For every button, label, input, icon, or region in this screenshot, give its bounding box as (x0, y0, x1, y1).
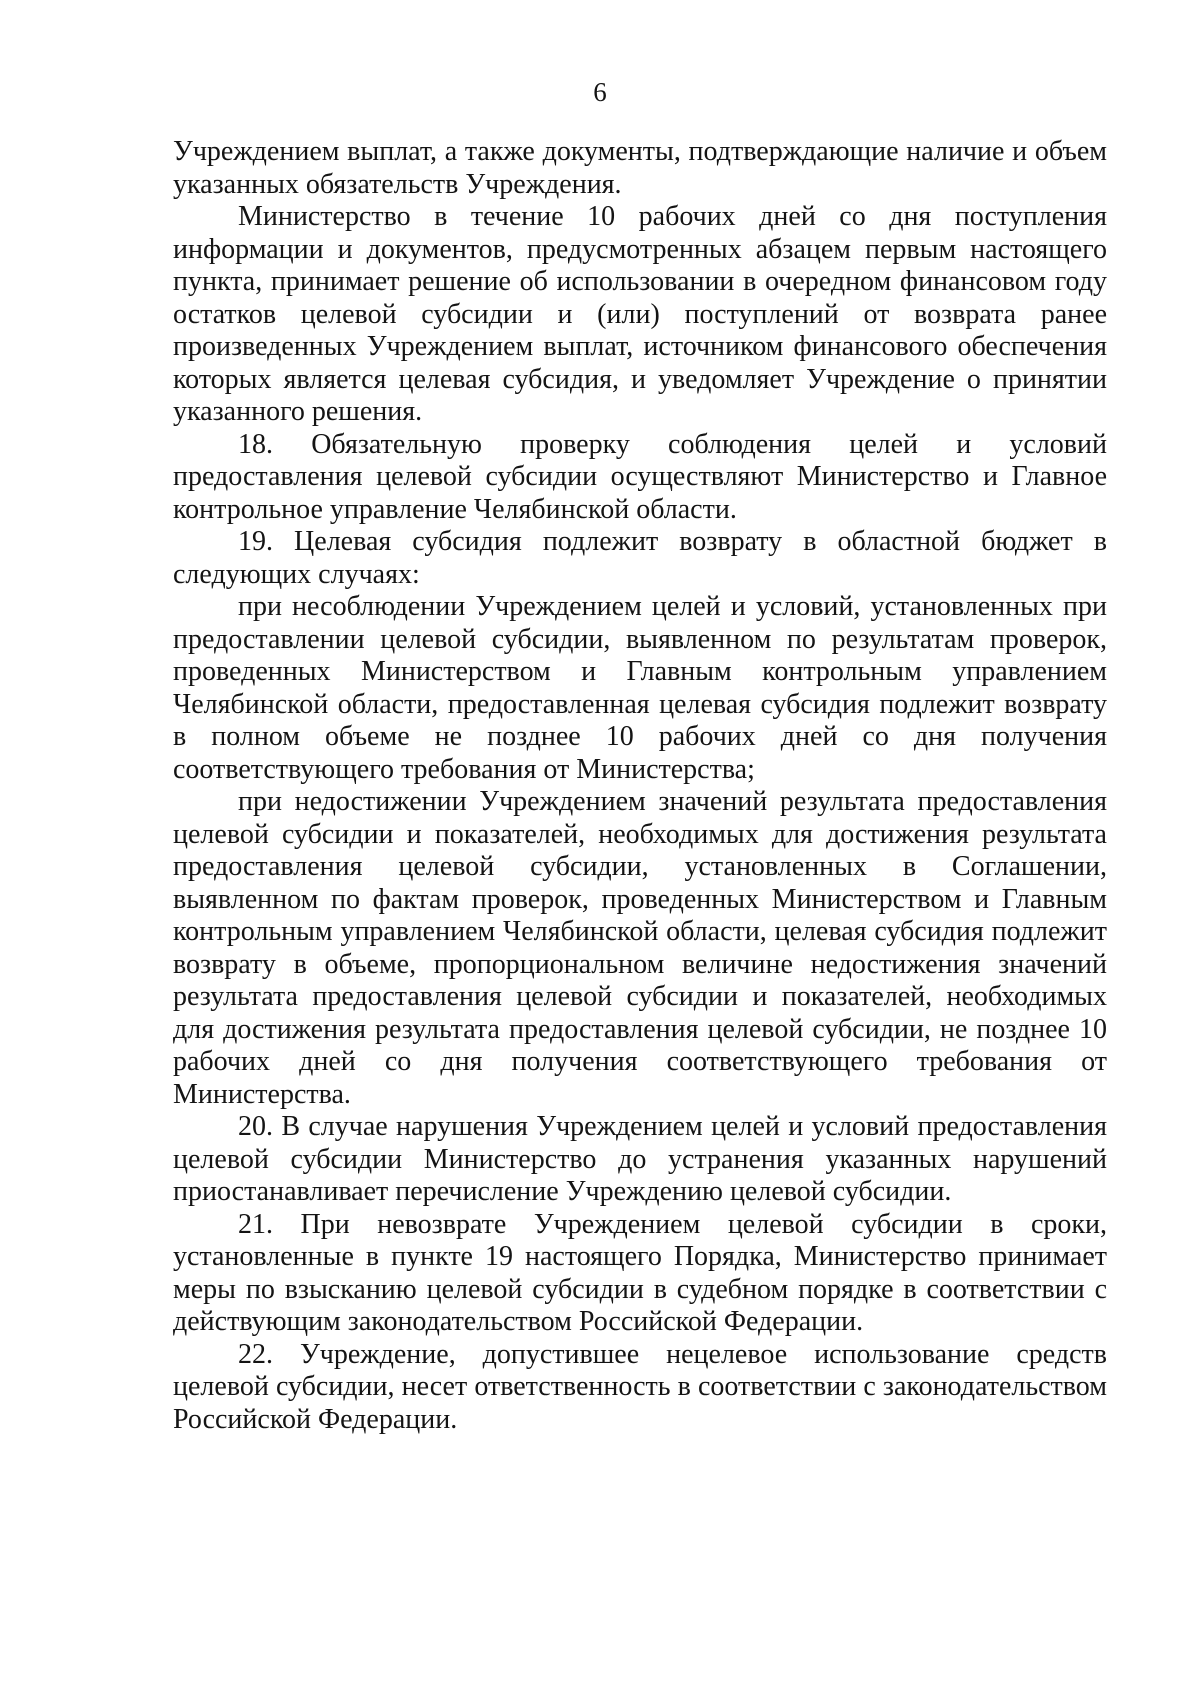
paragraph-item-19-case-1: при несоблюдении Учреждением целей и условий, установленных при предоставлении целевой субсидии, выявленном по результатам проверок, проведенных Министерством и Главным контрольным управлением Челябинской области, предоставленная целевая субсидия подлежит возврату в полном объеме не позднее 10 рабочих дней со дня получения соответствующего требования от Министерства; (173, 591, 1107, 785)
paragraph-item-20: 20. В случае нарушения Учреждением целей и условий предоставления целевой субсидии Министерство до устранения указанных нарушений приостанавливает перечисление Учреждению целевой субсидии. (173, 1111, 1107, 1207)
paragraph-ministry-decision: Министерство в течение 10 рабочих дней со дня поступления информации и документов, предусмотренных абзацем первым настоящего пункта, принимает решение об использовании в очередном финансовом году остатков целевой субсидии и (или) поступлений от возврата ранее произведенных Учреждением выплат, источником финансового обеспечения которых является целевая субсидия, и уведомляет Учреждение о принятии указанного решения. (173, 201, 1107, 427)
paragraph-item-19: 19. Целевая субсидия подлежит возврату в областной бюджет в следующих случаях: (173, 526, 1107, 590)
paragraph-item-19-case-2: при недостижении Учреждением значений результата предоставления целевой субсидии и показателей, необходимых для достижения результата предоставления целевой субсидии, установленных в Соглашении, выявленном по фактам проверок, проведенных Министерством и Главным контрольным управлением Челябинской области, целевая субсидия подлежит возврату в объеме, пропорциональном величине недостижения значений результата предоставления целевой субсидии и показателей, необходимых для достижения результата предоставления целевой субсидии, не позднее 10 рабочих дней со дня получения соответствующего требования от Министерства. (173, 786, 1107, 1110)
paragraph-item-21: 21. При невозврате Учреждением целевой субсидии в сроки, установленные в пункте 19 настоящего Порядка, Министерство принимает меры по взысканию целевой субсидии в судебном порядке в соответствии с действующим законодательством Российской Федерации. (173, 1208, 1107, 1337)
paragraph-continuation: Учреждением выплат, а также документы, подтверждающие наличие и объем указанных обязательств Учреждения. (173, 136, 1107, 200)
page-number: 6 (593, 77, 607, 107)
document-body (173, 136, 1107, 1436)
paragraph-item-22: 22. Учреждение, допустившее нецелевое использование средств целевой субсидии, несет ответственность в соответствии с законодательством Российской Федерации. (173, 1338, 1107, 1435)
paragraph-item-18: 18. Обязательную проверку соблюдения целей и условий предоставления целевой субсидии осуществляют Министерство и Главное контрольное управление Челябинской области. (173, 428, 1107, 525)
